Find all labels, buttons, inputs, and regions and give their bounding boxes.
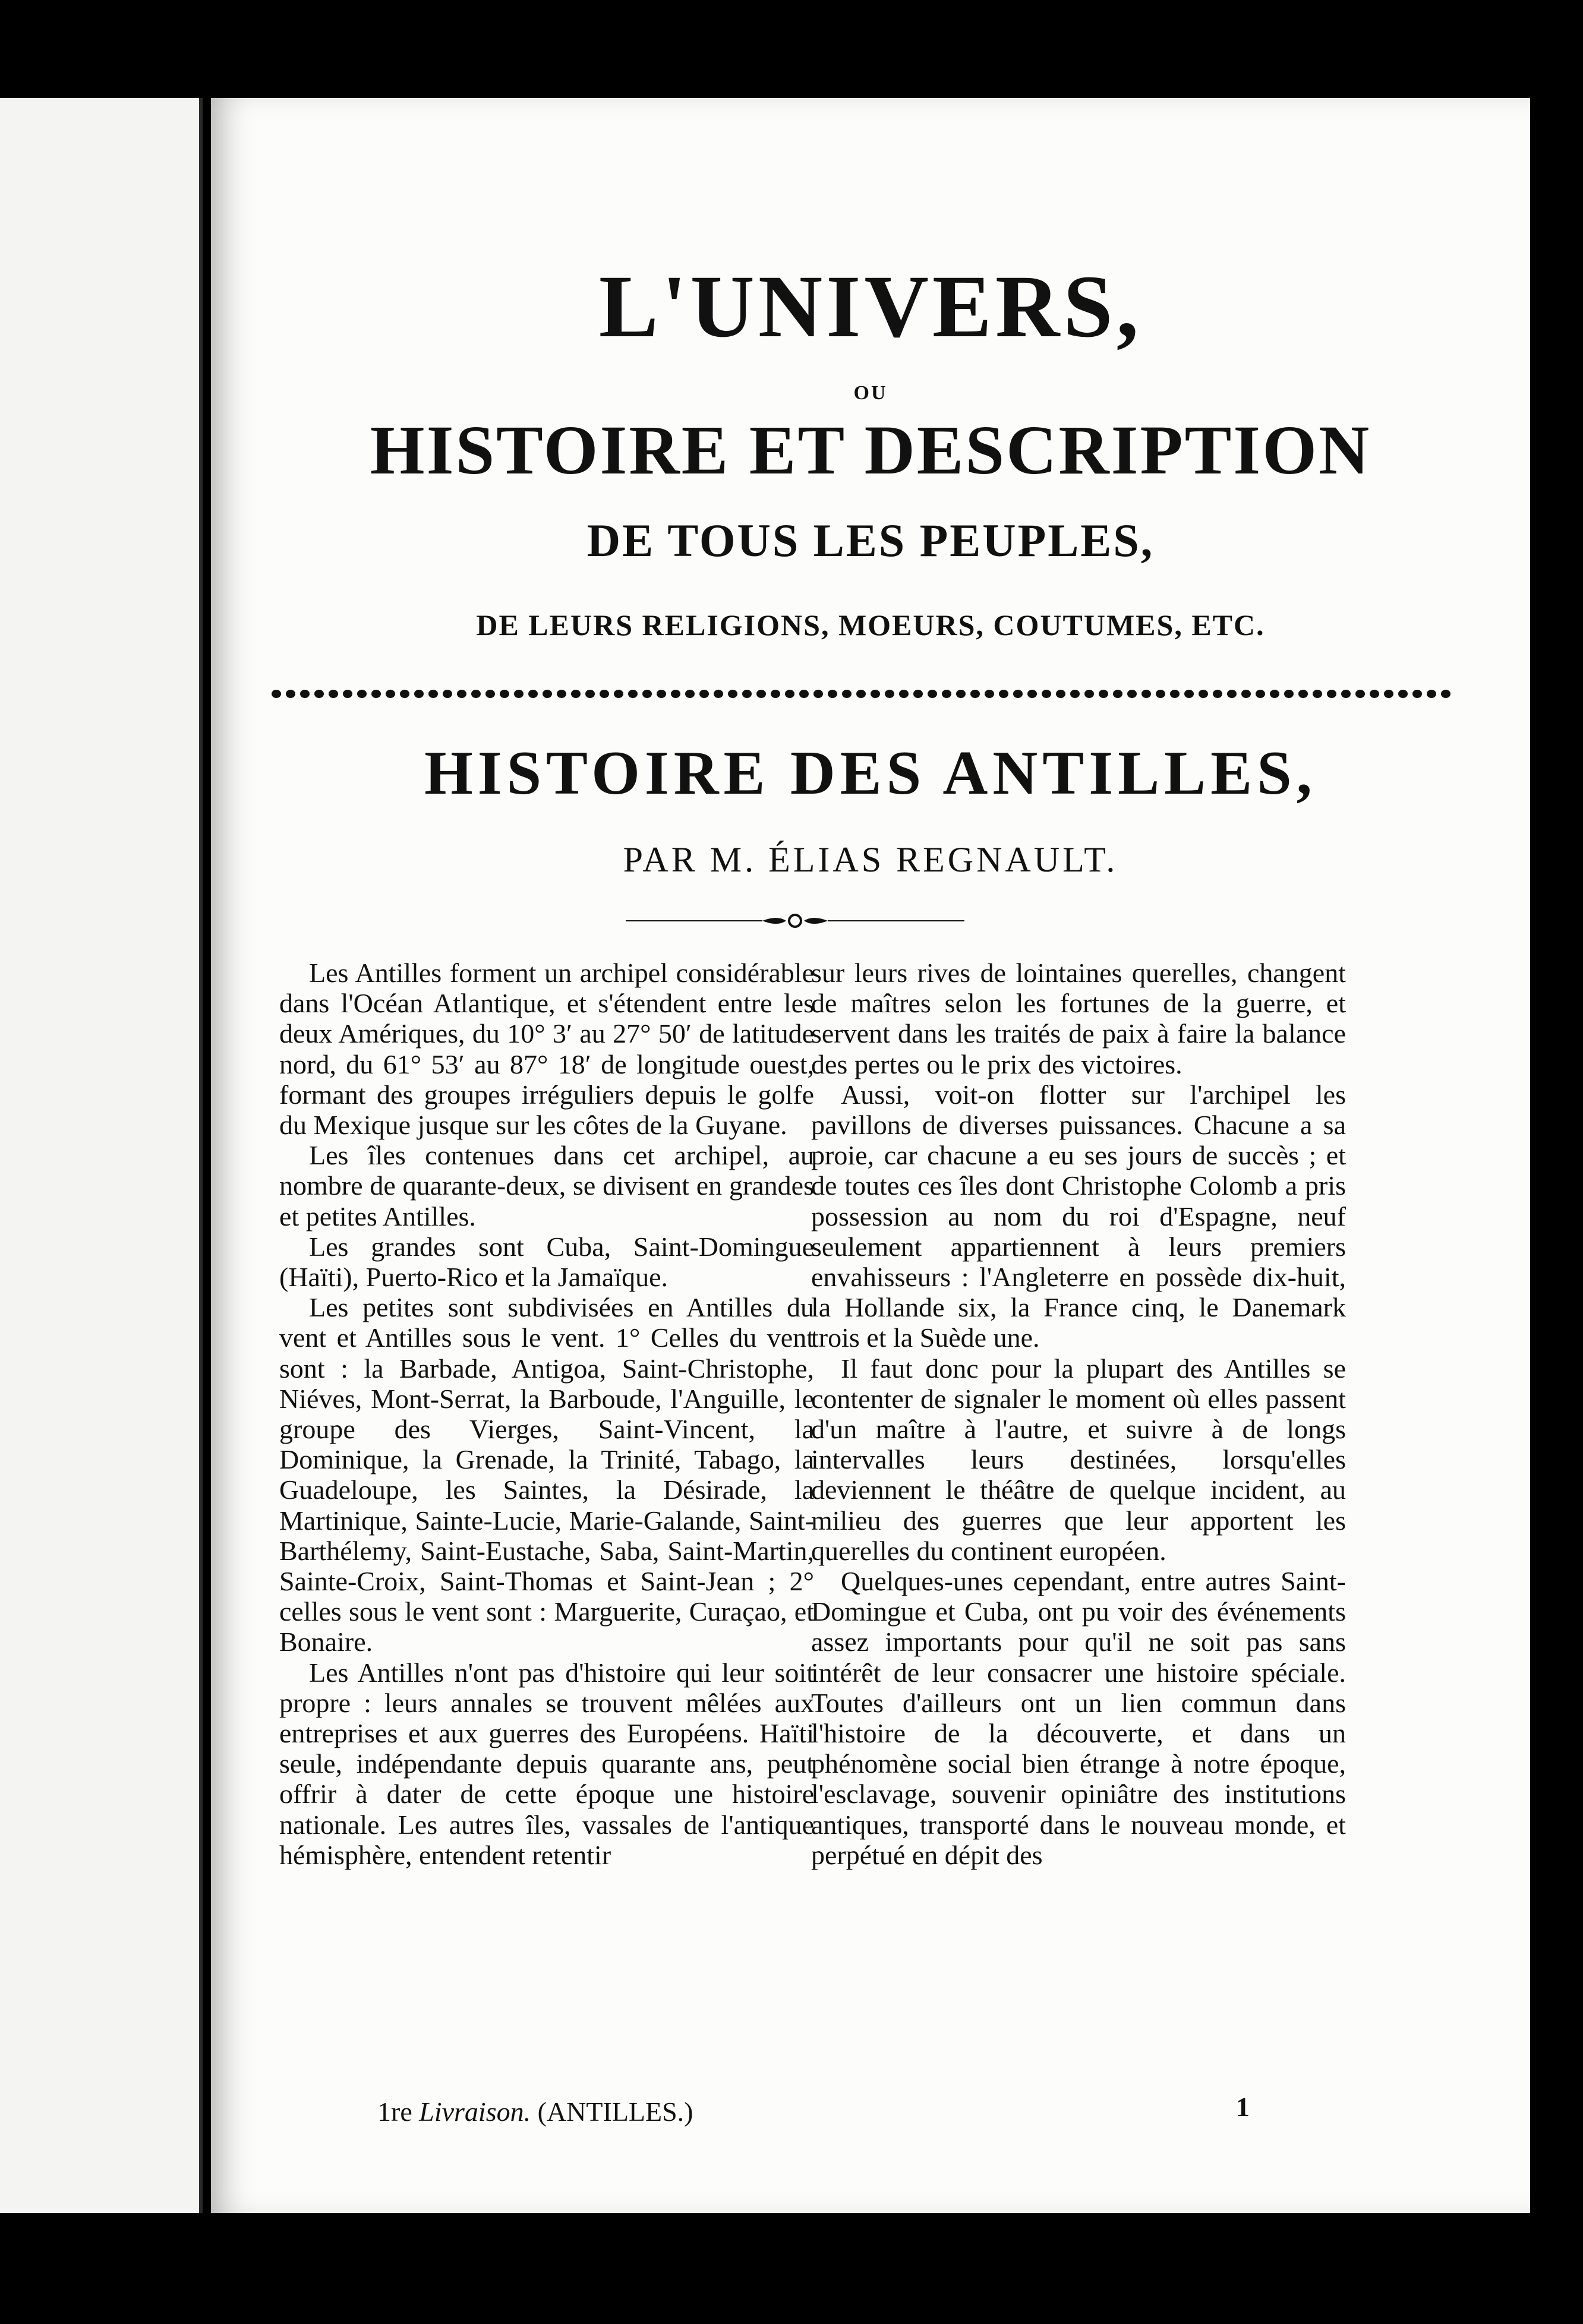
paragraph: Il faut donc pour la plupart des Antilles se contenter de signaler le moment où elles passent d'un maître à l'autre, et suivre à de longs intervalles leurs destinées, lorsqu'elles deviennent le théâtre de quelque incident, au milieu des guerres que leur apportent les querelles du continent européen. [811, 1353, 1346, 1566]
section-title: HISTOIRE DES ANTILLES, [424, 738, 1317, 807]
subtitle-religions: DE LEURS RELIGIONS, MOEURS, COUTUMES, ETC. [476, 608, 1265, 642]
author-line: PAR M. ÉLIAS REGNAULT. [623, 840, 1118, 879]
livraison-word: Livraison. [419, 2096, 531, 2127]
paragraph: Les petites sont subdivisées en Antilles du vent et Antilles sous le vent. 1° Celles du vent sont : la Barbade, Antigoa, Saint-Christophe, Niéves, Mont-Serrat, la Barboude, l'Anguille, le groupe des Vierges, Saint-Vincent, la Dominique, la Grenade, la Trinité, Tabago, la Guadeloupe, les Saintes, la Désirade, la Martinique, Sainte-Lucie, Marie-Galande, Saint-Barthélemy, Saint-Eustache, Saba, Saint-Martin, Sainte-Croix, Saint-Thomas et Saint-Jean ; 2° celles sous le vent sont : Marguerite, Curaçao, et Bonaire. [279, 1292, 814, 1657]
signature-mark: 1 [1236, 2092, 1250, 2122]
dotted-rule [270, 686, 1453, 702]
livraison-line [377, 2096, 693, 2127]
paragraph: Les Antilles forment un archipel considérable dans l'Océan Atlantique, et s'étendent entre les deux Amériques, du 10° 3′ au 27° 50′ de latitude nord, du 61° 53′ au 87° 18′ de longitude ouest, formant des groupes irréguliers depuis le golfe du Mexique jusque sur les côtes de la Guyane. [279, 958, 814, 1141]
previous-page-edge [0, 98, 203, 2213]
subtitle-peoples: DE TOUS LES PEUPLES, [586, 514, 1155, 566]
paragraph: Les Antilles n'ont pas d'histoire qui leur soit propre : leurs annales se trouvent mêlées aux entreprises et aux guerres des Européens. Haïti seule, indépendante depuis quarante ans, peut offrir à dater de cette époque une histoire nationale. Les autres îles, vassales de l'antique hémisphère, entendent retentir [279, 1657, 814, 1870]
paragraph: Les îles contenues dans cet archipel, au nombre de quarante-deux, se divisent en grandes et petites Antilles. [279, 1140, 814, 1232]
paragraph: Les grandes sont Cuba, Saint-Domingue (Haïti), Puerto-Rico et la Jamaïque. [279, 1231, 814, 1293]
ornament-divider [626, 909, 964, 933]
text-column-left [279, 958, 814, 1870]
text-column-right [811, 958, 1346, 1870]
livraison-number: 1re [377, 2096, 412, 2127]
paragraph: Aussi, voit-on flotter sur l'archipel les pavillons de diverses puissances. Chacune a sa proie, car chacune a eu ses jours de succès ; et de toutes ces îles dont Christophe Colomb a pris possession au nom du roi d'Espagne, neuf seulement appartiennent à leurs premiers envahisseurs : l'Angleterre en possède dix-huit, la Hollande six, la France cinq, le Danemark trois et la Suède une. [811, 1079, 1346, 1353]
paragraph: sur leurs rives de lointaines querelles, changent de maîtres selon les fortunes de la guerre, et servent dans les traités de paix à faire la balance des pertes ou le prix des victoires. [811, 958, 1346, 1079]
main-title: L'UNIVERS, [598, 257, 1143, 356]
paragraph: Quelques-unes cependant, entre autres Saint-Domingue et Cuba, ont pu voir des événements assez importants pour qu'il ne soit pas sans intérêt de leur consacrer une histoire spéciale. Toutes d'ailleurs ont un lien commun dans l'histoire de la découverte, et dans un phénomène social bien étrange à notre époque, l'esclavage, souvenir opiniâtre des institutions antiques, transporté dans le nouveau monde, et perpétué en dépit des [811, 1566, 1346, 1870]
title-conjunction: OU [853, 382, 888, 404]
book-page [211, 98, 1530, 2213]
subtitle: HISTOIRE ET DESCRIPTION [370, 411, 1371, 489]
livraison-series: (ANTILLES.) [537, 2096, 693, 2127]
